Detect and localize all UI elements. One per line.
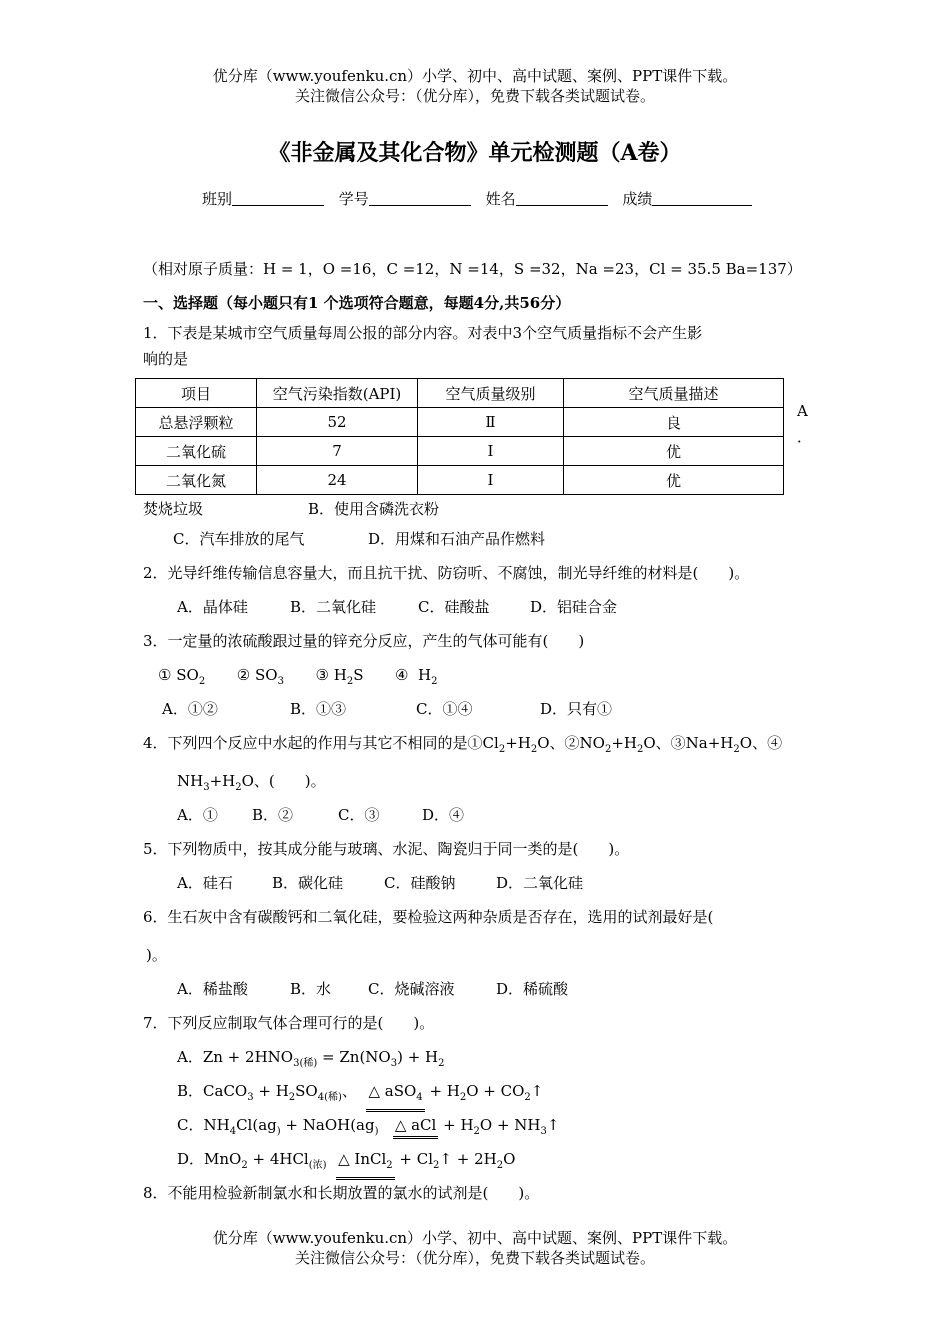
q2-option: C．硅酸盐 — [418, 598, 490, 616]
q6-option: C．烧碱溶液 — [368, 980, 455, 998]
table-cell: 二氧化硫 — [136, 437, 257, 466]
atomic-mass-note: （相对原子质量：H = 1，O =16，C =12，N =14，S =32，Na =23，Cl = 35.5 Ba=137） — [143, 260, 802, 278]
table-header: 项目 — [136, 379, 257, 408]
q1-option-a-dot: ． — [797, 428, 813, 446]
q3-option: B．①③ — [290, 700, 347, 718]
q1-option-a-text: 焚烧垃圾 — [143, 500, 204, 518]
gas-1: ① $SO_2$ — [158, 666, 206, 687]
name-label: 姓名 — [485, 190, 516, 208]
q7-stem: 7．下列反应制取气体合理可行的是( )。 — [143, 1014, 435, 1032]
footer-line-1: 优分库（www.youfenku.cn）小学、初中、高中试题、案例、PPT课件下载。 — [212, 1229, 738, 1247]
page-title: 《非金属及其化合物》单元检测题（A卷） — [268, 140, 682, 166]
q3-option: C．①④ — [416, 700, 473, 718]
table-header-row — [136, 379, 784, 408]
number-label: 学号 — [338, 190, 369, 208]
q1-stem-line-2: 响的是 — [143, 350, 189, 368]
q7-option-d: D．MnO$_2$ + 4HCl$_{(浓)}$ △ InCl$_2$ + $Cl_2↑ + 2H_2O$ — [177, 1148, 515, 1180]
q2-stem: 2．光导纤维传输信息容量大，而且抗干扰、防窃听、不腐蚀，制光导纤维的材料是( )。 — [143, 564, 750, 582]
gas-2: ② $SO_3$ — [236, 666, 284, 687]
table-cell: Ⅱ — [418, 408, 564, 437]
q7-option-a: A．$Zn + 2HNO_{3(稀)} = Zn(NO_3) + H_2$ — [177, 1048, 445, 1069]
student-info — [202, 188, 762, 210]
table-cell: Ⅰ — [418, 437, 564, 466]
score-label: 成绩 — [622, 190, 653, 208]
q1-option-c: C．汽车排放的尾气 — [173, 530, 305, 548]
q6-option: A．稀盐酸 — [177, 980, 248, 998]
q4-option: C．③ — [338, 806, 380, 824]
q8-stem: 8．不能用检验新制氯水和长期放置的氯水的试剂是( )。 — [143, 1184, 540, 1202]
class-blank[interactable] — [232, 189, 324, 206]
section-heading: 一、选择题（每小题只有1 个选项符合题意，每题4分,共56分） — [143, 294, 571, 312]
q2-option: A．晶体硅 — [177, 598, 248, 616]
q1-option-d: D．用煤和石油产品作燃料 — [368, 530, 546, 548]
q3-option: D．只有① — [540, 700, 613, 718]
q3-option: A．①② — [162, 700, 218, 718]
gas-3: ③ $H_2S$ — [315, 666, 364, 687]
q4-option: B．② — [252, 806, 294, 824]
score-blank[interactable] — [652, 189, 752, 206]
table-cell: 优 — [564, 466, 784, 495]
air-quality-table — [135, 378, 784, 495]
class-label: 班别 — [202, 190, 233, 208]
table-cell: 24 — [257, 466, 418, 495]
heat-arrow: △ aCl — [393, 1114, 439, 1139]
q6-option: D．稀硫酸 — [496, 980, 569, 998]
header-line-1: 优分库（www.youfenku.cn）小学、初中、高中试题、案例、PPT课件下载。 — [212, 67, 738, 85]
table-cell: 总悬浮颗粒 — [136, 408, 257, 437]
table-cell: 优 — [564, 437, 784, 466]
table-row — [136, 466, 784, 495]
q5-option: B．碳化硅 — [272, 874, 344, 892]
q5-stem: 5．下列物质中，按其成分能与玻璃、水泥、陶瓷归于同一类的是( )。 — [143, 840, 630, 858]
table-header: 空气质量描述 — [564, 379, 784, 408]
q2-option: B．二氧化硅 — [290, 598, 377, 616]
q6-stem-line-2: )。 — [146, 946, 167, 964]
q4-option: A．① — [177, 806, 218, 824]
q7-option-c: C．$NH_4Cl(ag_)$ + $NaOH(ag_)$ △ aCl + $H_2O$ + $NH_3↑$ — [177, 1116, 560, 1137]
q7-option-b: B．CaCO$_3$ + $H_2SO_{4(稀)}$、 △ $aSO_4 + H_2O$ + $CO_2↑$ — [177, 1080, 543, 1112]
q4-option: D．④ — [422, 806, 465, 824]
table-cell: 7 — [257, 437, 418, 466]
q1-option-a-letter: A — [797, 402, 808, 420]
heat-arrow: △ aSO$_4$ — [366, 1080, 424, 1112]
q4-stem-line-1: 4．下列四个反应中水起的作用与其它不相同的是$①Cl_2+H_2O$、$②NO_2+H_2O$、$③Na+H_2O$、④ — [143, 734, 783, 755]
heat-arrow: △ InCl$_2$ — [336, 1148, 395, 1180]
table-row — [136, 437, 784, 466]
name-blank[interactable] — [516, 189, 608, 206]
q2-option: D．铝硅合金 — [530, 598, 618, 616]
q5-option: D．二氧化硅 — [496, 874, 584, 892]
table-row — [136, 408, 784, 437]
q6-stem-line-1: 6．生石灰中含有碳酸钙和二氧化硅，要检验这两种杂质是否存在，选用的试剂最好是( — [143, 908, 714, 926]
gas-4: ④ $H_2$ — [395, 666, 438, 687]
table-cell: Ⅰ — [418, 466, 564, 495]
table-cell: 二氧化氮 — [136, 466, 257, 495]
header-line-2: 关注微信公众号：（优分库），免费下载各类试题试卷。 — [294, 87, 655, 105]
table-header: 空气质量级别 — [418, 379, 564, 408]
q4-stem-line-2: $NH_3+H_2O$、( )。 — [177, 772, 326, 793]
q1-stem-line-1: 1．下表是某城市空气质量每周公报的部分内容。对表中3个空气质量指标不会产生影 — [143, 324, 703, 342]
table-cell: 52 — [257, 408, 418, 437]
table-header: 空气污染指数(API) — [257, 379, 418, 408]
table-cell: 良 — [564, 408, 784, 437]
q3-gas-list — [158, 664, 438, 693]
q3-stem: 3．一定量的浓硫酸跟过量的锌充分反应，产生的气体可能有( ) — [143, 632, 585, 650]
q1-option-b: B．使用含磷洗衣粉 — [308, 500, 440, 518]
footer-line-2: 关注微信公众号：（优分库），免费下载各类试题试卷。 — [294, 1249, 655, 1267]
number-blank[interactable] — [369, 189, 471, 206]
q5-option: A．硅石 — [177, 874, 233, 892]
q6-option: B．水 — [290, 980, 332, 998]
q5-option: C．硅酸钠 — [384, 874, 456, 892]
